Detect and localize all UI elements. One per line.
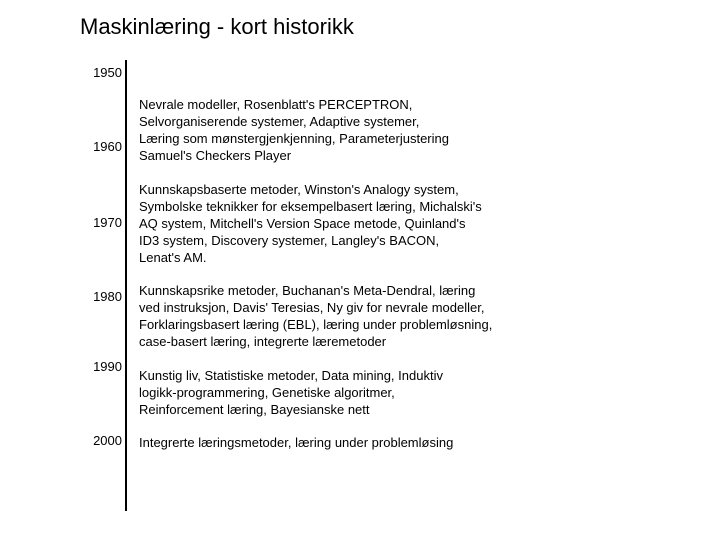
entry-line: Nevrale modeller, Rosenblatt's PERCEPTRON,: [139, 97, 413, 112]
entry-line: Lenat's AM.: [139, 250, 207, 265]
year-label-1970: 1970: [93, 215, 122, 230]
entry-1990: [139, 367, 539, 418]
entry-line: Læring som mønstergjenkjenning, Parameterjustering: [139, 131, 449, 146]
entry-2000: [139, 434, 539, 451]
entry-line: Reinforcement læring, Bayesianske nett: [139, 402, 370, 417]
entry-line: ved instruksjon, Davis' Teresias, Ny giv for nevrale modeller,: [139, 300, 485, 315]
entry-1970: [139, 181, 539, 266]
entry-line: logikk-programmering, Genetiske algoritmer,: [139, 385, 395, 400]
entry-line: Kunstig liv, Statistiske metoder, Data mining, Induktiv: [139, 368, 443, 383]
timeline-axis: [125, 60, 127, 511]
year-label-1990: 1990: [93, 359, 122, 374]
entry-line: Forklaringsbasert læring (EBL), læring under problemløsning,: [139, 317, 493, 332]
entry-line: AQ system, Mitchell's Version Space metode, Quinland's: [139, 216, 466, 231]
year-label-2000: 2000: [93, 433, 122, 448]
entry-line: ID3 system, Discovery systemer, Langley's BACON,: [139, 233, 440, 248]
year-label-1980: 1980: [93, 289, 122, 304]
entry-line: Integrerte læringsmetoder, læring under problemløsing: [139, 435, 454, 450]
slide-title: Maskinlæring - kort historikk: [80, 14, 354, 39]
entry-line: Samuel's Checkers Player: [139, 148, 292, 163]
year-label-1950: 1950: [93, 65, 122, 80]
entry-line: case-basert læring, integrerte læremetoder: [139, 334, 387, 349]
entry-1960: [139, 96, 539, 164]
year-label-1960: 1960: [93, 139, 122, 154]
entry-1980: [139, 282, 539, 350]
entry-line: Kunnskapsrike metoder, Buchanan's Meta-Dendral, læring: [139, 283, 476, 298]
entry-line: Kunnskapsbaserte metoder, Winston's Analogy system,: [139, 182, 459, 197]
entry-line: Selvorganiserende systemer, Adaptive systemer,: [139, 114, 420, 129]
entry-line: Symbolske teknikker for eksempelbasert læring, Michalski's: [139, 199, 482, 214]
